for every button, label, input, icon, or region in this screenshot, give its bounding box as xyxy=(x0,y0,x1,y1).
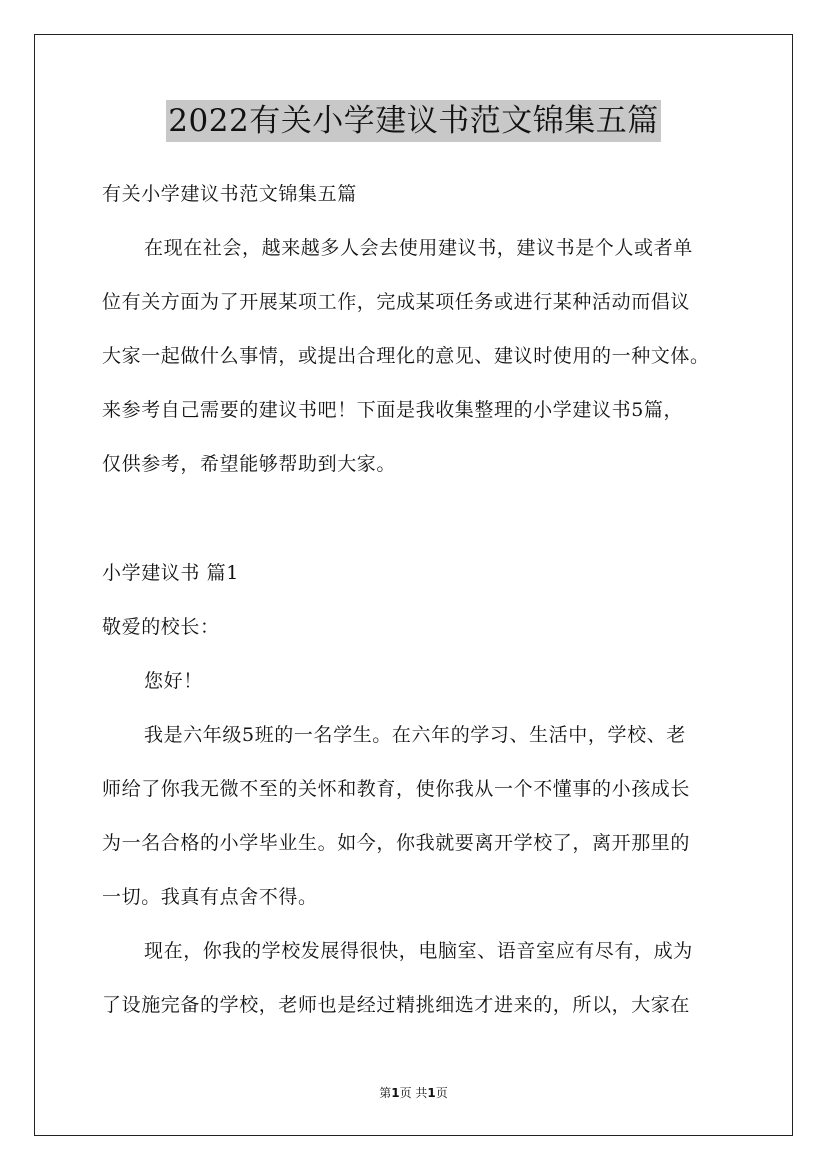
paragraph-line: 师给了你我无微不至的关怀和教育，使你我从一个不懂事的小孩成长 xyxy=(102,778,691,800)
footer-suffix: 页 xyxy=(435,1086,448,1100)
intro-line: 位有关方面为了开展某项工作，完成某项任务或进行某种活动而倡议 xyxy=(102,291,691,313)
intro-line: 仅供参考，希望能够帮助到大家。 xyxy=(102,453,397,475)
intro-line: 大家一起做什么事情，或提出合理化的意见、建议时使用的一种文体。 xyxy=(102,345,710,367)
greeting: 您好！ xyxy=(144,670,203,692)
paragraph-line: 我是六年级5班的一名学生。在六年的学习、生活中，学校、老 xyxy=(144,724,686,746)
title-container xyxy=(0,100,827,142)
document-title: 2022有关小学建议书范文锦集五篇 xyxy=(166,100,660,142)
footer-mid: 页 共 xyxy=(399,1086,428,1100)
paragraph-line: 一切。我真有点舍不得。 xyxy=(102,886,318,908)
paragraph-line: 为一名合格的小学毕业生。如今，你我就要离开学校了，离开那里的 xyxy=(102,832,691,854)
subtitle: 有关小学建议书范文锦集五篇 xyxy=(102,183,357,205)
paragraph-line: 了设施完备的学校，老师也是经过精挑细选才进来的，所以，大家在 xyxy=(102,994,691,1016)
footer-prefix: 第 xyxy=(379,1086,392,1100)
salutation: 敬爱的校长： xyxy=(102,616,220,638)
footer-total-pages: 1 xyxy=(427,1086,436,1100)
intro-line: 在现在社会，越来越多人会去使用建议书，建议书是个人或者单 xyxy=(144,237,693,259)
page-footer xyxy=(0,1084,827,1101)
intro-line: 来参考自己需要的建议书吧！下面是我收集整理的小学建议书5篇， xyxy=(102,399,684,421)
paragraph-line: 现在，你我的学校发展得很快，电脑室、语音室应有尽有，成为 xyxy=(144,940,693,962)
section-heading: 小学建议书 篇1 xyxy=(102,562,239,584)
footer-page-number: 1 xyxy=(391,1086,400,1100)
